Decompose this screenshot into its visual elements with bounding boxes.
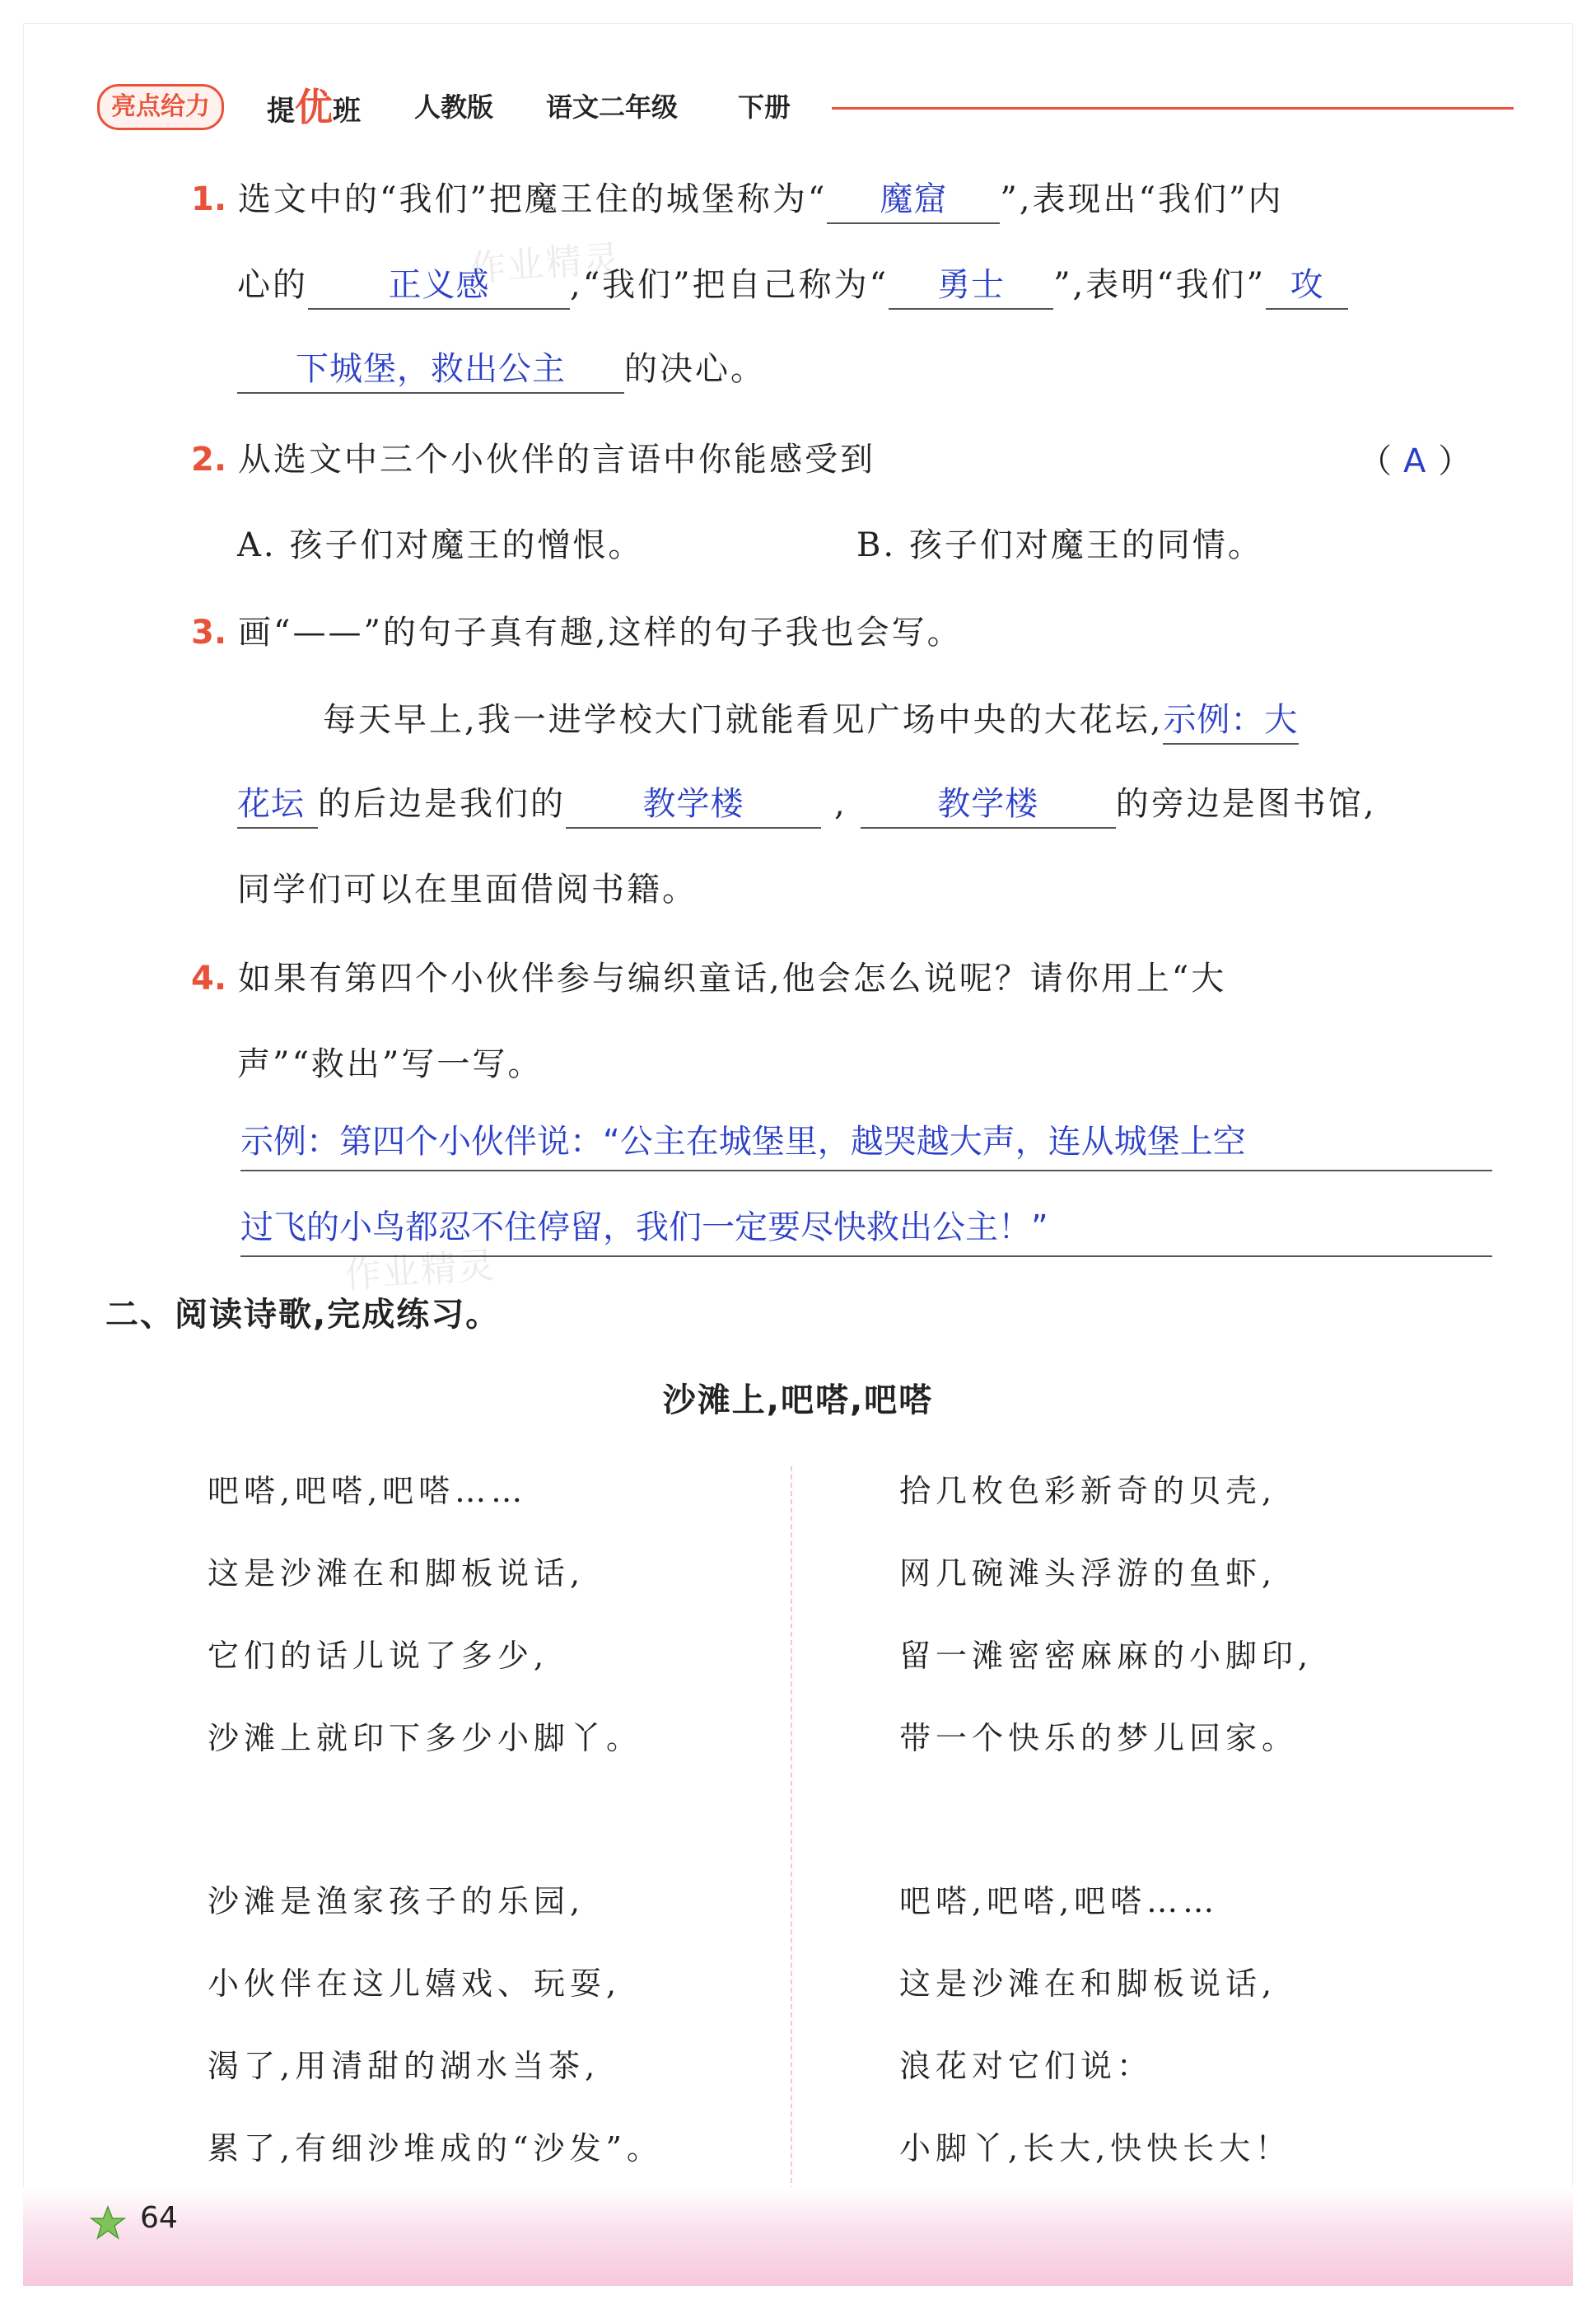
poem-line: 网几碗滩头浮游的鱼虾, bbox=[899, 1555, 1277, 1592]
q1-line-1 bbox=[191, 175, 1283, 224]
poem-line: 小脚丫,长大,快快长大！ bbox=[899, 2130, 1292, 2166]
poem-line: 这是沙滩在和脚板说话, bbox=[899, 1965, 1277, 2002]
q3-line-3: 同学们可以在里面借阅书籍。 bbox=[237, 871, 698, 909]
q3-comma: , bbox=[834, 785, 847, 823]
poem-line: 累了,有细沙堆成的“沙发”。 bbox=[208, 2130, 663, 2166]
q4-text-1: 如果有第四个小伙伴参与编织童话,他会怎么说呢？请你用上“大 bbox=[238, 960, 1227, 998]
poem-line: 带一个快乐的梦儿回家。 bbox=[899, 1720, 1299, 1756]
q3-line-1 bbox=[323, 695, 1299, 745]
term-label: 下册 bbox=[738, 91, 791, 123]
q3-sentence-b: 的后边是我们的 bbox=[318, 785, 566, 823]
q2-answer: A bbox=[1403, 442, 1427, 480]
q1-blank-4a: 攻 bbox=[1266, 262, 1348, 310]
q4-answer-2: 过飞的小鸟都忍不住停留，我们一定要尽快救出公主！” bbox=[240, 1208, 1048, 1246]
poem-line: 渴了,用清甜的湖水当茶, bbox=[208, 2048, 600, 2084]
q3-text: 画“——”的句子真有趣,这样的句子我也会写。 bbox=[238, 614, 963, 652]
q3-number: 3. bbox=[191, 614, 227, 652]
edition-label: 人教版 bbox=[414, 91, 494, 123]
q1-text-f: 的决心。 bbox=[624, 350, 766, 388]
q3-example-a: 示例：大 bbox=[1163, 697, 1299, 745]
q2-answer-paren bbox=[1359, 437, 1471, 486]
page-number: 64 bbox=[140, 2201, 178, 2235]
header-rule bbox=[832, 107, 1514, 110]
poem-line: 沙滩是渔家孩子的乐园, bbox=[208, 1883, 586, 1919]
q3-line-2 bbox=[237, 779, 1376, 829]
brand-badge: 亮点给力 bbox=[97, 84, 224, 130]
q4-answer-1: 示例：第四个小伙伴说：“公主在城堡里，越哭越大声，连从城堡上空 bbox=[240, 1123, 1246, 1161]
poem-line: 沙滩上就印下多少小脚丫。 bbox=[208, 1720, 643, 1756]
series-post: 班 bbox=[333, 95, 361, 128]
q3-sentence-a: 每天早上,我一进学校大门就能看见广场中央的大花坛, bbox=[323, 701, 1164, 739]
watermark: 作业精灵 bbox=[343, 1244, 497, 1297]
q3-example-b: 花坛 bbox=[237, 781, 318, 829]
poem-line: 小伙伴在这儿嬉戏、玩耍, bbox=[208, 1965, 622, 2002]
footer-band bbox=[23, 2187, 1573, 2286]
q2-paren-open: （ bbox=[1359, 442, 1392, 480]
poem-line: 这是沙滩在和脚板说话, bbox=[208, 1555, 586, 1592]
poem-divider bbox=[791, 1466, 792, 2191]
q1-text-a: 选文中的“我们”把魔王住的城堡称为“ bbox=[238, 180, 828, 218]
q1-number: 1. bbox=[191, 180, 227, 218]
q2-option-b: B. 孩子们对魔王的同情。 bbox=[856, 526, 1263, 564]
poem-line: 吧嗒,吧嗒,吧嗒…… bbox=[208, 1473, 528, 1509]
series-name bbox=[267, 84, 361, 130]
poem-line: 拾几枚色彩新奇的贝壳, bbox=[899, 1473, 1277, 1509]
q2-question bbox=[191, 435, 875, 484]
watermark: 作业精灵 bbox=[468, 237, 623, 291]
q1-blank-1: 魔窟 bbox=[827, 176, 1000, 224]
q2-option-a: A. 孩子们对魔王的憎恨。 bbox=[237, 526, 644, 564]
q4-question bbox=[191, 954, 1226, 1003]
series-big: 优 bbox=[295, 85, 333, 129]
q4-line-2: 声”“救出”写一写。 bbox=[237, 1045, 544, 1083]
q2-number: 2. bbox=[191, 441, 227, 479]
q1-text-d: ,“我们”把自己称为“ bbox=[570, 266, 889, 304]
q1-blank-4b: 下城堡，救出公主 bbox=[237, 346, 624, 394]
q2-paren-close: ） bbox=[1438, 442, 1472, 480]
q1-text-e: ”,表明“我们” bbox=[1053, 266, 1267, 304]
q4-number: 4. bbox=[191, 960, 227, 998]
q1-text-c: 心的 bbox=[237, 266, 308, 304]
poem-line: 吧嗒,吧嗒,吧嗒…… bbox=[899, 1883, 1220, 1919]
poem-title: 沙滩上,吧嗒,吧嗒 bbox=[662, 1381, 934, 1419]
poem-line: 它们的话儿说了多少, bbox=[208, 1638, 549, 1674]
star-icon bbox=[89, 2204, 127, 2242]
q3-blank-2: 教学楼 bbox=[861, 781, 1116, 829]
q3-sentence-c: 的旁边是图书馆, bbox=[1115, 785, 1377, 823]
q4-answer-rule-1 bbox=[240, 1170, 1492, 1171]
q1-text-b: ”,表现出“我们”内 bbox=[1000, 180, 1284, 218]
series-pre: 提 bbox=[267, 95, 295, 128]
poem-line: 留一滩密密麻麻的小脚印, bbox=[899, 1638, 1314, 1674]
poem-line: 浪花对它们说： bbox=[899, 2048, 1154, 2084]
q1-blank-3: 勇士 bbox=[889, 262, 1053, 310]
q3-blank-1: 教学楼 bbox=[566, 781, 821, 829]
page-header bbox=[97, 84, 1514, 130]
q1-line-2 bbox=[237, 260, 1348, 310]
q1-blank-2: 正义感 bbox=[308, 262, 570, 310]
q2-text: 从选文中三个小伙伴的言语中你能感受到 bbox=[238, 441, 876, 479]
q1-line-3 bbox=[237, 344, 766, 394]
section-2-title: 二、阅读诗歌,完成练习。 bbox=[105, 1296, 501, 1334]
subject-label: 语文二年级 bbox=[546, 91, 679, 123]
q3-question bbox=[191, 608, 963, 657]
